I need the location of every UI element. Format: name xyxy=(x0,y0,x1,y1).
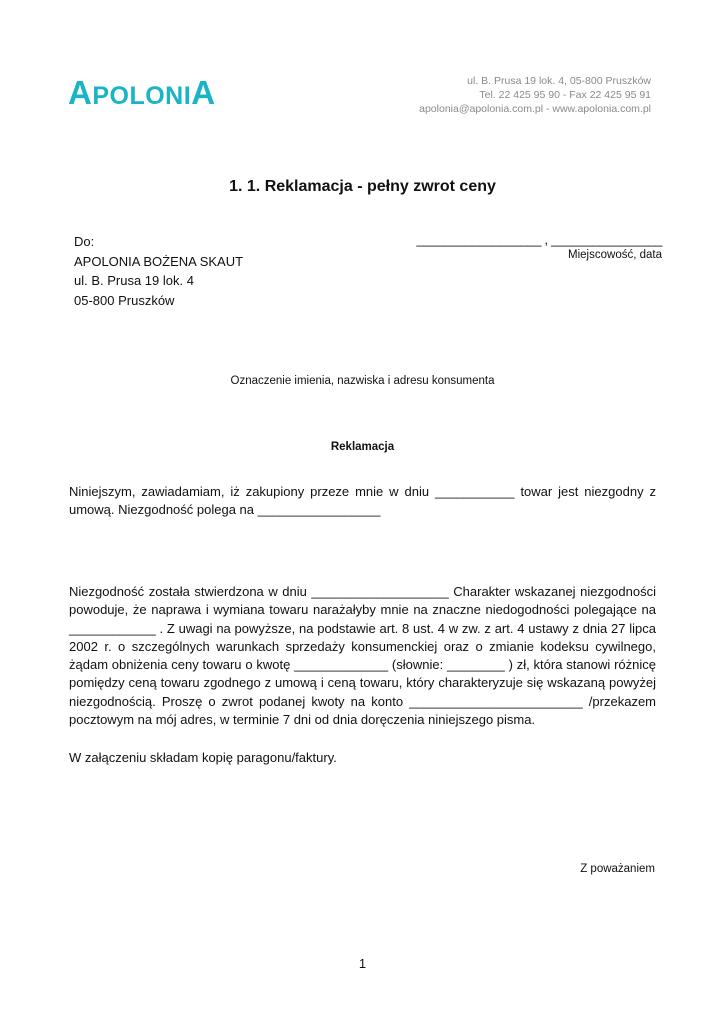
paragraph-attachment: W załączeniu składam kopię paragonu/faktury. xyxy=(69,750,337,765)
contact-phone: Tel. 22 425 95 90 - Fax 22 425 95 91 xyxy=(479,89,651,101)
closing-regards: Z poważaniem xyxy=(580,863,655,875)
recipient-name: APOLONIA BOŻENA SKAUT xyxy=(74,253,244,269)
place-date-caption: Miejscowość, data xyxy=(568,249,662,261)
company-contact xyxy=(419,74,651,116)
consumer-caption: Oznaczenie imienia, nazwiska i adresu konsumenta xyxy=(230,375,495,387)
paragraph-notice: Niniejszym, zawiadamiam, iż zakupiony przeze mnie w dniu ___________ towar jest niezgodny z umową. Niezgodność polega na _________________ xyxy=(69,484,656,518)
contact-email-web: apolonia@apolonia.com.pl - www.apolonia.com.pl xyxy=(419,103,651,115)
page-number: 1 xyxy=(358,956,367,971)
logo-letter-last: A xyxy=(191,74,216,111)
place-date-line: __________________ , ________________ xyxy=(416,232,662,247)
logo-letter-first: A xyxy=(68,74,93,111)
recipient-block xyxy=(74,232,243,310)
recipient-street: ul. B. Prusa 19 lok. 4 xyxy=(74,273,194,288)
logo-letters-middle: POLONI xyxy=(92,82,192,110)
apolonia-logo xyxy=(68,76,216,109)
recipient-city: 05-800 Pruszków xyxy=(74,292,175,308)
place-date-block xyxy=(402,232,662,261)
section-title: Reklamacja xyxy=(330,441,395,453)
paragraph-claim: Niezgodność została stwierdzona w dniu ___________________ Charakter wskazanej niezgodności powoduje, że naprawa i wymiana towaru narażałyby mnie na znaczne niedogodności polegające na ____________ . Z uwagi na powyższe, na podstawie art. 8 ust. 4 w zw. z art. 4 ustawy z dnia 27 lipca 2002 r. o szczególnych warunkach sprzedaży konsumenckiej oraz o zmianie kodeksu cywilnego, żądam obniżenia ceny towaru o kwotę _____________ (słownie: ________ ) zł, która stanowi różnicę pomiędzy ceną towaru zgodnego z umową i ceną towaru, który charakteryzuje się wskazaną powyżej niezgodnością. Proszę o zwrot podanej kwoty na konto ________________________ /przekazem pocztowym na mój adres, w terminie 7 dni od dnia doręczenia niniejszego pisma. xyxy=(69,584,656,728)
document-title: 1. 1. Reklamacja - pełny zwrot ceny xyxy=(229,178,496,195)
contact-address: ul. B. Prusa 19 lok. 4, 05-800 Pruszków xyxy=(467,75,651,87)
recipient-label: Do: xyxy=(74,234,95,249)
